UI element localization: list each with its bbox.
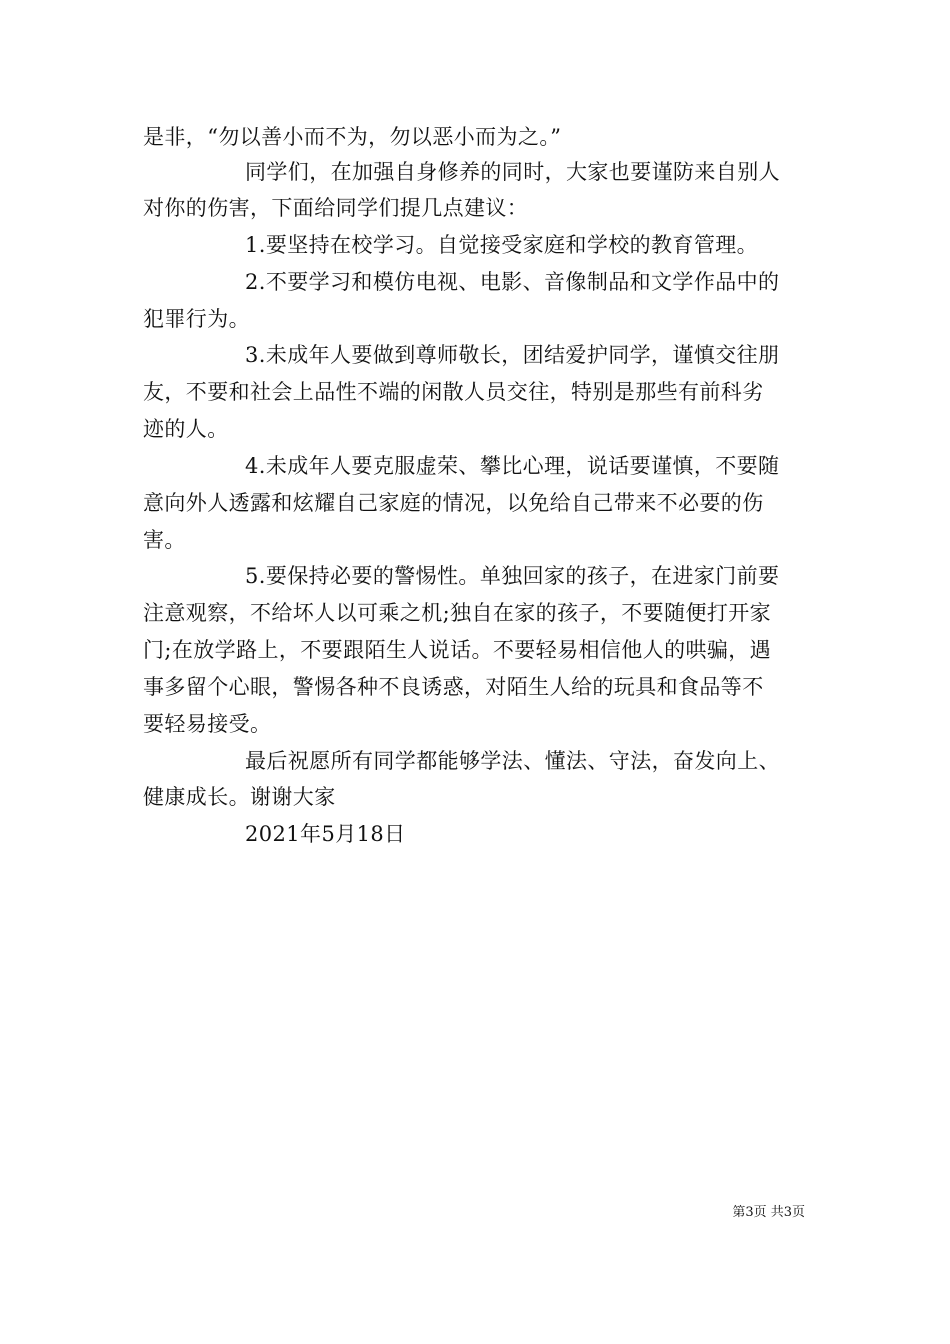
text-line: 要轻易接受。 [143,712,272,736]
text-line: 门;在放学路上，不要跟陌生人说话。不要轻易相信他人的哄骗，遇 [143,638,772,662]
page-number-footer: 第3页 共3页 [732,1205,805,1220]
text-line: 害。 [143,528,186,552]
text-line: 事多留个心眼，警惕各种不良诱惑，对陌生人给的玩具和食品等不 [143,675,764,699]
text-line: 同学们，在加强自身修养的同时，大家也要谨防来自别人 [245,160,780,184]
text-line: 3.未成年人要做到尊师敬长，团结爱护同学，谨慎交往朋 [245,343,780,367]
text-line: 犯罪行为。 [143,307,250,331]
text-line: 迹的人。 [143,417,229,441]
text-line: 意向外人透露和炫耀自己家庭的情况，以免给自己带来不必要的伤 [143,491,764,515]
text-line: 5.要保持必要的警惕性。单独回家的孩子，在进家门前要 [245,564,780,588]
date-line: 2021年5月18日 [245,822,406,846]
text-line: 对你的伤害，下面给同学们提几点建议： [143,196,529,220]
text-line: 友，不要和社会上品性不端的闲散人员交往，特别是那些有前科劣 [143,380,764,404]
text-line: 最后祝愿所有同学都能够学法、懂法、守法，奋发向上、 [245,749,780,773]
text-line: 1.要坚持在校学习。自觉接受家庭和学校的教育管理。 [245,233,759,257]
text-line: 4.未成年人要克服虚荣、攀比心理，说话要谨慎，不要随 [245,454,780,478]
text-line: 注意观察，不给坏人以可乘之机;独自在家的孩子，不要随便打开家 [143,601,772,625]
text-line: 健康成长。谢谢大家 [143,785,336,809]
text-line: 是非，“勿以善小而不为，勿以恶小而为之。” [143,125,562,149]
text-line: 2.不要学习和模仿电视、电影、音像制品和文学作品中的 [245,270,780,294]
